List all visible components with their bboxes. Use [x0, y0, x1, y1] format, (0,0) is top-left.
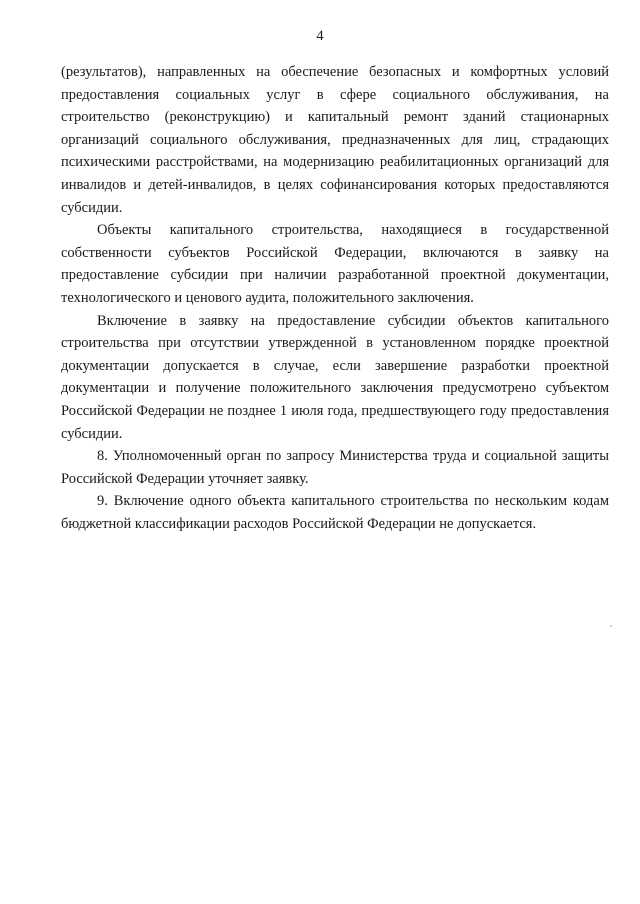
paragraph-item-9: 9. Включение одного объекта капитального строительства по нескольким кодам бюджетной классификации расходов Российской Федерации не допускается.: [61, 493, 609, 532]
document-body: [61, 61, 609, 535]
paragraph-continuation: (результатов), направленных на обеспечение безопасных и комфортных условий предоставления социальных услуг в сфере социального обслуживания, на строительство (реконструкцию) и капитальный ремонт зданий стационарных организаций социального обслуживания, предназначенных для лиц, страдающих психическими расстройствами, на модернизацию реабилитационных организаций для инвалидов и детей-инвалидов, в целях софинансирования которых предоставляются субсидии.: [61, 64, 609, 216]
paragraph-capital-objects: Объекты капитального строительства, находящиеся в государственной собственности субъектов Российской Федерации, включаются в заявку на предоставление субсидии при наличии разработанной проектной документации, технологического и ценового аудита, положительного заключения.: [61, 222, 609, 306]
scan-speck: [610, 625, 612, 627]
paragraph-inclusion-conditions: Включение в заявку на предоставление субсидии объектов капитального строительства при отсутствии утвержденной в установленном порядке проектной документации допускается в случае, если завершение разработки проектной документации и получение положительного заключения предусмотрено субъектом Российской Федерации не позднее 1 июля года, предшествующего году предоставления субсидии.: [61, 312, 609, 442]
page-number: 4: [316, 28, 324, 44]
paragraph-item-8: 8. Уполномоченный орган по запросу Министерства труда и социальной защиты Российской Федерации уточняет заявку.: [61, 448, 609, 487]
